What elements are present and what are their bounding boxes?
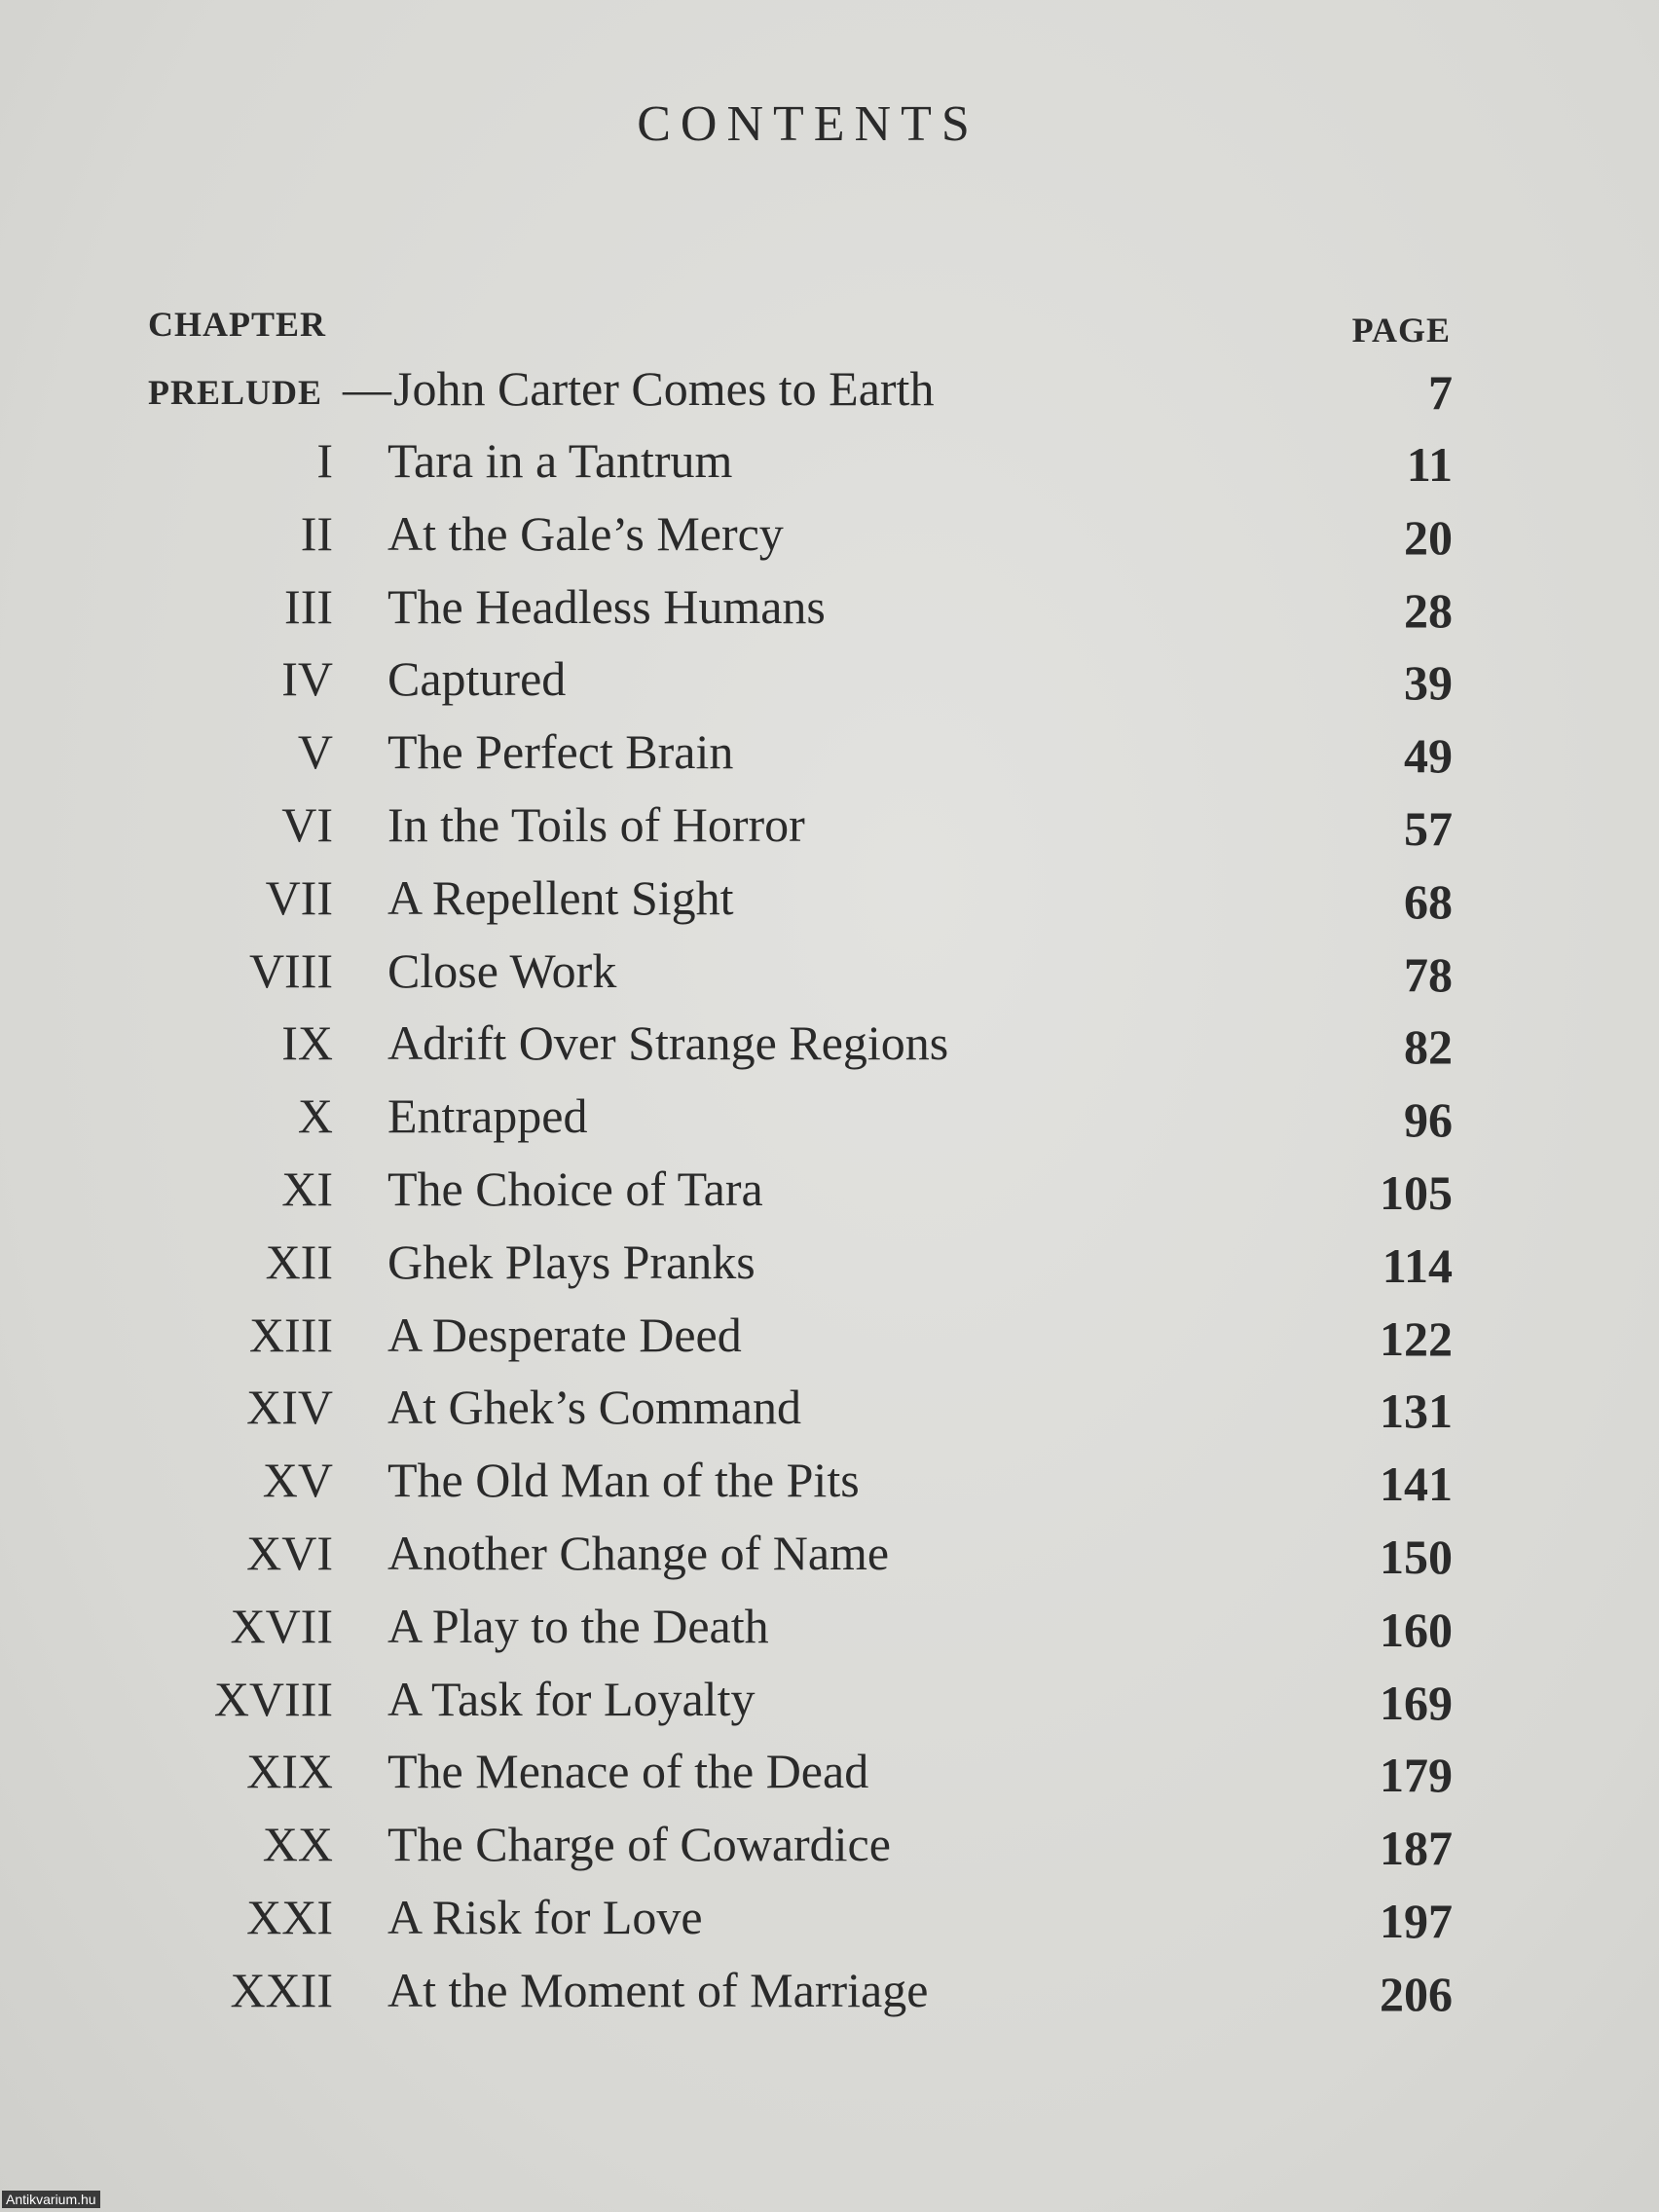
chapter-number: XVII	[230, 1599, 333, 1653]
chapter-number: XIX	[246, 1744, 333, 1798]
chapter-number: XI	[281, 1161, 333, 1216]
chapter-column-header: CHAPTER	[148, 305, 327, 344]
chapter-title: The Perfect Brain	[387, 724, 734, 779]
page-number: 39	[1404, 655, 1453, 710]
chapter-number: XV	[262, 1453, 333, 1507]
chapter-number: VII	[265, 870, 333, 925]
page-number: 187	[1380, 1821, 1453, 1875]
chapter-number: XXI	[246, 1890, 333, 1944]
toc-row	[0, 1889, 1659, 1957]
chapter-number: X	[297, 1088, 333, 1143]
page-number: 57	[1404, 801, 1453, 856]
toc-row	[0, 1014, 1659, 1083]
toc-row	[0, 505, 1659, 573]
chapter-number: III	[284, 579, 333, 634]
chapter-title: A Task for Loyalty	[387, 1672, 756, 1726]
toc-row	[0, 1452, 1659, 1520]
toc-row	[0, 1307, 1659, 1375]
chapter-title: At Ghek’s Command	[387, 1380, 801, 1434]
toc-row	[0, 432, 1659, 500]
toc-row	[0, 1816, 1659, 1884]
toc-row	[0, 1743, 1659, 1811]
chapter-title: A Desperate Deed	[387, 1308, 742, 1362]
chapter-number: II	[300, 506, 333, 561]
chapter-title: In the Toils of Horror	[387, 797, 805, 852]
chapter-title: Another Change of Name	[387, 1526, 890, 1580]
page-number: 49	[1404, 728, 1453, 783]
chapter-title: At the Moment of Marriage	[387, 1963, 929, 2017]
chapter-title: The Headless Humans	[387, 579, 826, 634]
watermark: Antikvarium.hu	[2, 2191, 100, 2208]
page-number: 179	[1380, 1748, 1453, 1802]
chapter-title: Tara in a Tantrum	[387, 433, 733, 488]
chapter-title: A Repellent Sight	[387, 870, 734, 925]
page-number: 150	[1380, 1530, 1453, 1584]
toc-row	[0, 1525, 1659, 1593]
chapter-title: Entrapped	[387, 1088, 588, 1143]
toc-row	[0, 1962, 1659, 2030]
page-title: CONTENTS	[637, 96, 979, 152]
toc-row	[0, 1598, 1659, 1666]
chapter-number: XII	[265, 1235, 333, 1289]
chapter-title: The Menace of the Dead	[387, 1744, 869, 1798]
toc-row-prelude	[0, 360, 1659, 428]
chapter-title: The Old Man of the Pits	[387, 1453, 860, 1507]
page-number: 82	[1404, 1019, 1453, 1074]
prelude-dash: —	[343, 361, 391, 416]
chapter-title: Close Work	[387, 943, 617, 998]
prelude-label: PRELUDE	[148, 373, 323, 412]
page-number: 96	[1404, 1092, 1453, 1147]
chapter-number: VIII	[248, 943, 333, 998]
page-number: 11	[1406, 437, 1453, 492]
chapter-title: At the Gale’s Mercy	[387, 506, 784, 561]
chapter-title: A Risk for Love	[387, 1890, 703, 1944]
chapter-number: I	[316, 433, 333, 488]
page-number: 114	[1382, 1238, 1453, 1293]
toc-row	[0, 942, 1659, 1011]
page-number: 169	[1380, 1676, 1453, 1730]
chapter-title: The Charge of Cowardice	[387, 1817, 891, 1871]
chapter-number: XVIII	[213, 1672, 333, 1726]
chapter-title: John Carter Comes to Earth	[393, 361, 935, 416]
toc-row	[0, 1161, 1659, 1229]
toc-row	[0, 650, 1659, 719]
chapter-title: Ghek Plays Pranks	[387, 1235, 756, 1289]
page-number: 105	[1380, 1165, 1453, 1220]
toc-row	[0, 723, 1659, 792]
chapter-number: XIII	[248, 1308, 333, 1362]
toc-row	[0, 1088, 1659, 1156]
chapter-number: V	[297, 724, 333, 779]
page-number: 7	[1428, 365, 1453, 420]
chapter-title: Adrift Over Strange Regions	[387, 1015, 949, 1070]
page-number: 122	[1380, 1311, 1453, 1366]
chapter-title: Captured	[387, 651, 567, 706]
chapter-number: XX	[262, 1817, 333, 1871]
page-number: 68	[1404, 874, 1453, 929]
chapter-number: VI	[281, 797, 333, 852]
chapter-number: IX	[281, 1015, 333, 1070]
chapter-number: IV	[281, 651, 333, 706]
toc-row	[0, 796, 1659, 865]
page-number: 28	[1404, 583, 1453, 638]
toc-row	[0, 1379, 1659, 1447]
page-number: 141	[1380, 1456, 1453, 1511]
toc-row	[0, 578, 1659, 646]
chapter-title: The Choice of Tara	[387, 1161, 763, 1216]
page-number: 20	[1404, 510, 1453, 565]
toc-row	[0, 869, 1659, 938]
page-number: 206	[1380, 1967, 1453, 2021]
chapter-title: A Play to the Death	[387, 1599, 769, 1653]
chapter-number: XXII	[230, 1963, 333, 2017]
page-column-header: PAGE	[1351, 311, 1451, 350]
chapter-number: XIV	[246, 1380, 333, 1434]
chapter-number: XVI	[246, 1526, 333, 1580]
toc-row	[0, 1671, 1659, 1739]
page-number: 131	[1380, 1383, 1453, 1438]
page-number: 160	[1380, 1603, 1453, 1657]
page-number: 78	[1404, 947, 1453, 1002]
page-number: 197	[1380, 1894, 1453, 1948]
toc-row	[0, 1234, 1659, 1302]
